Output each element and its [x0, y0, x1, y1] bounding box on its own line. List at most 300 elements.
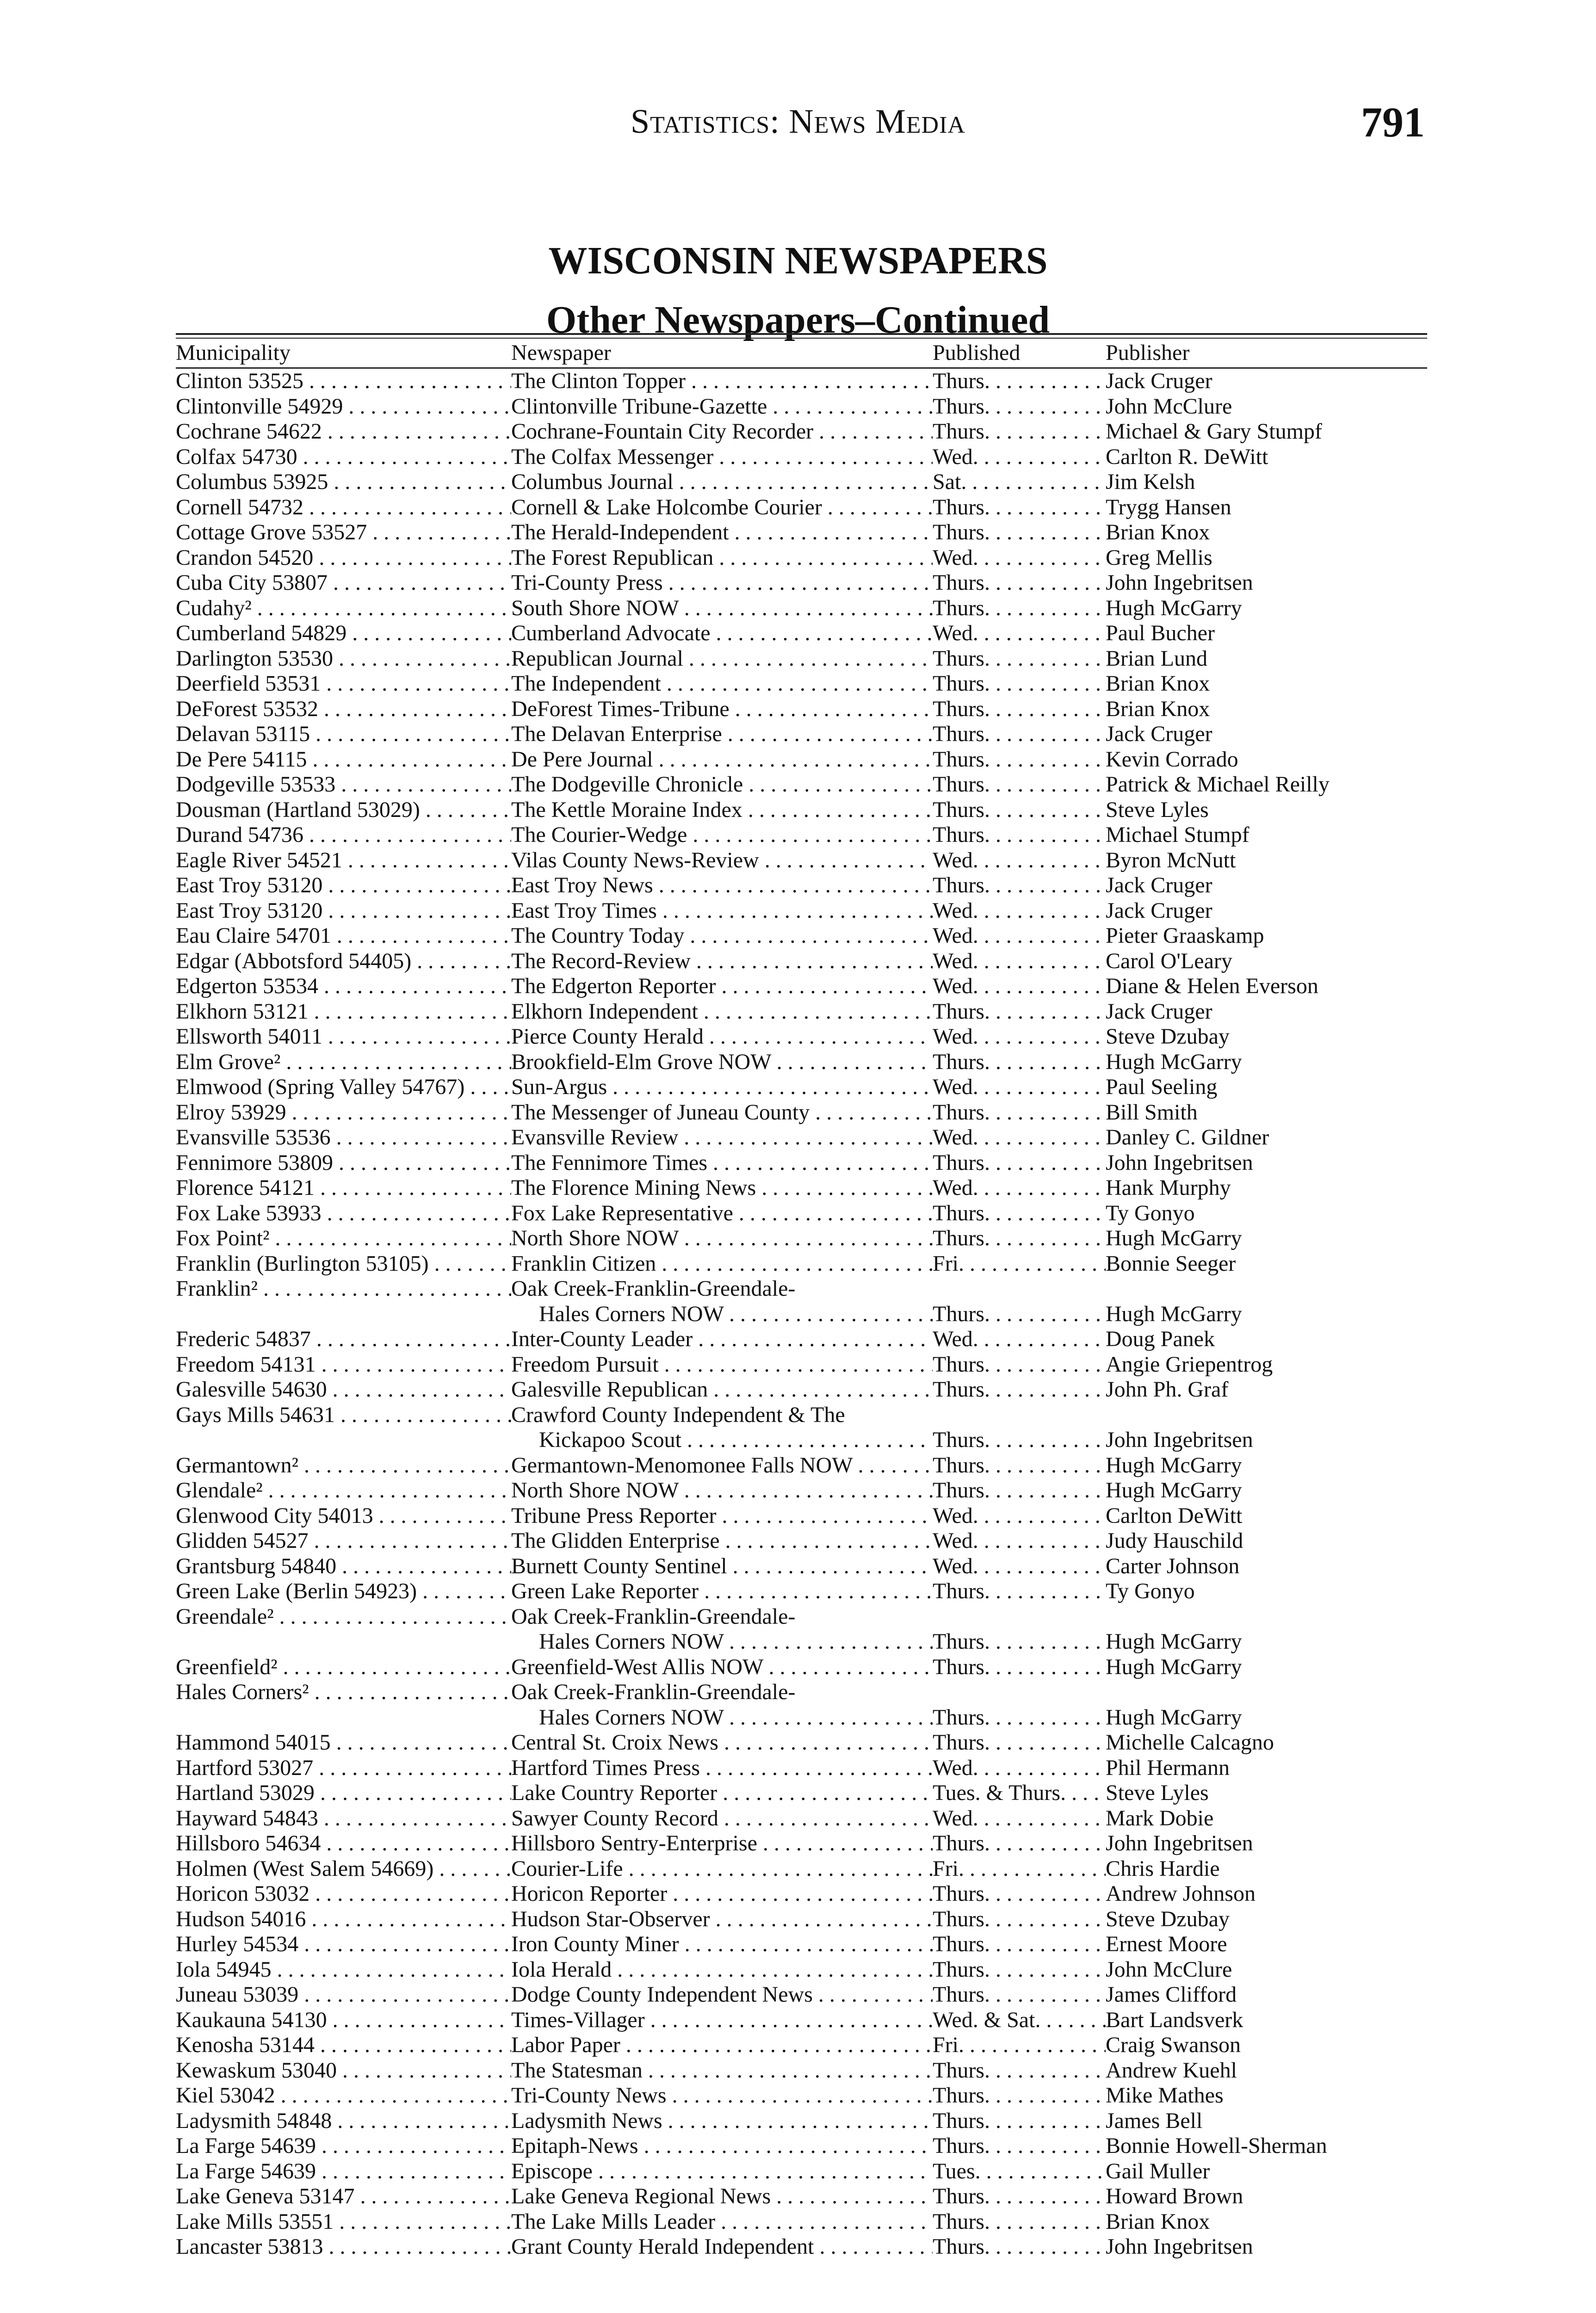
published-cell [933, 1604, 1106, 1630]
published-cell: Thurs. . . . [933, 596, 1106, 621]
municipality-cell: Eau Claire 54701 . . . [176, 923, 511, 949]
municipality-cell [176, 1705, 511, 1731]
newspaper-cell: The Edgerton Reporter . . . [511, 974, 933, 999]
table-row [176, 1528, 1427, 1554]
newspaper-cell: The Colfax Messenger . . . [511, 445, 933, 470]
table-row [176, 1377, 1427, 1403]
municipality-cell: Lancaster 53813 . . . [176, 2234, 511, 2260]
newspaper-cell: North Shore NOW . . . [511, 1478, 933, 1503]
table-row [176, 621, 1427, 646]
municipality-cell: Hayward 54843 . . . [176, 1806, 511, 1831]
published-cell: Wed. . . . [933, 848, 1106, 873]
publisher-cell: James Clifford [1106, 1982, 1237, 2007]
newspaper-cell: Epitaph-News . . . [511, 2134, 933, 2159]
municipality-cell: Elmwood (Spring Valley 54767) . . . [176, 1075, 511, 1100]
newspaper-table [176, 333, 1427, 2260]
publisher-cell: Bart Landsverk [1106, 2007, 1243, 2032]
newspaper-cell: Dodge County Independent News . . . [511, 1982, 933, 2008]
publisher-cell: Ernest Moore [1106, 1932, 1227, 1956]
municipality-cell: Edgerton 53534 . . . [176, 974, 511, 999]
published-cell: Fri. . . . [933, 1251, 1106, 1277]
newspaper-cell: South Shore NOW . . . [511, 596, 933, 621]
published-cell: Wed. . . . [933, 1024, 1106, 1050]
publisher-cell: Steve Dzubay [1106, 1906, 1230, 1931]
municipality-cell: Kiel 53042 . . . [176, 2083, 511, 2109]
publisher-cell: Carol O'Leary [1106, 948, 1232, 973]
table-row [176, 596, 1427, 621]
publisher-cell: Michael & Gary Stumpf [1106, 419, 1322, 444]
table-row [176, 772, 1427, 798]
published-cell: Thurs. . . . [933, 1453, 1106, 1478]
municipality-cell: De Pere 54115 . . . [176, 747, 511, 773]
newspaper-cell: Cochrane-Fountain City Recorder . . . [511, 419, 933, 445]
published-cell: Thurs. . . . [933, 1377, 1106, 1403]
newspaper-cell: Brookfield-Elm Grove NOW . . . [511, 1050, 933, 1075]
published-cell: Tues. . . . [933, 2159, 1106, 2184]
published-cell: Wed. . . . [933, 1075, 1106, 1100]
publisher-cell: Andrew Johnson [1106, 1881, 1256, 1906]
publisher-cell: Mark Dobie [1106, 1806, 1214, 1831]
municipality-cell: Hudson 54016 . . . [176, 1907, 511, 1932]
table-row [176, 1201, 1427, 1226]
municipality-cell: Delavan 53115 . . . [176, 722, 511, 747]
municipality-cell: Cochrane 54622 . . . [176, 419, 511, 445]
municipality-cell: Lake Mills 53551 . . . [176, 2209, 511, 2235]
newspaper-cell: The Statesman . . . [511, 2058, 933, 2084]
publisher-cell: Jack Cruger [1106, 873, 1212, 897]
published-cell: Wed. . . . [933, 1125, 1106, 1150]
table-row [176, 1503, 1427, 1529]
municipality-cell: Cumberland 54829 . . . [176, 621, 511, 646]
publisher-cell: Jack Cruger [1106, 722, 1212, 746]
publisher-cell: Danley C. Gildner [1106, 1125, 1269, 1150]
municipality-cell: East Troy 53120 . . . [176, 898, 511, 924]
newspaper-cell: The Country Today . . . [511, 923, 933, 949]
newspaper-cell: Sun-Argus . . . [511, 1075, 933, 1100]
newspaper-cell: The Fennimore Times . . . [511, 1150, 933, 1176]
page-number: 791 [1361, 99, 1425, 146]
published-cell: Thurs. . . . [933, 1150, 1106, 1176]
newspaper-cell: The Messenger of Juneau County . . . [511, 1100, 933, 1126]
published-cell: Wed. . . . [933, 974, 1106, 999]
publisher-cell: Michael Stumpf [1106, 823, 1250, 847]
newspaper-cell: The Clinton Topper . . . [511, 369, 933, 394]
published-cell: Thurs. . . . [933, 1655, 1106, 1680]
published-cell: Fri. . . . [933, 2033, 1106, 2058]
publisher-cell: Bonnie Howell-Sherman [1106, 2134, 1327, 2158]
publisher-cell: Brian Lund [1106, 646, 1207, 671]
table-row [176, 974, 1427, 999]
published-cell: Thurs. . . . [933, 646, 1106, 672]
published-cell: Thurs. . . . [933, 873, 1106, 898]
municipality-cell: Horicon 53032 . . . [176, 1881, 511, 1907]
published-cell: Wed. . . . [933, 1503, 1106, 1529]
table-row [176, 1957, 1427, 1983]
municipality-cell: Holmen (West Salem 54669) . . . [176, 1856, 511, 1882]
published-cell: Sat. . . . [933, 470, 1106, 495]
municipality-cell: Fennimore 53809 . . . [176, 1150, 511, 1176]
published-cell: Wed. . . . [933, 445, 1106, 470]
newspaper-cell: Freedom Pursuit . . . [511, 1352, 933, 1378]
table-row [176, 1428, 1427, 1453]
newspaper-cell: Oak Creek-Franklin-Greendale- [511, 1604, 796, 1629]
municipality-cell: Greenfield² . . . [176, 1655, 511, 1680]
publisher-cell: Hugh McGarry [1106, 1705, 1242, 1730]
publisher-cell: Carlton DeWitt [1106, 1503, 1243, 1528]
publisher-cell: Steve Dzubay [1106, 1024, 1230, 1049]
published-cell: Thurs. . . . [933, 1705, 1106, 1731]
publisher-cell: Paul Seeling [1106, 1075, 1218, 1099]
table-row [176, 1856, 1427, 1882]
publisher-cell: Gail Muller [1106, 2158, 1210, 2183]
newspaper-cell: Hales Corners NOW . . . [511, 1302, 933, 1327]
publisher-cell: Brian Knox [1106, 696, 1210, 721]
table-row [176, 1932, 1427, 1957]
table-row [176, 1100, 1427, 1126]
newspaper-cell: Sawyer County Record . . . [511, 1806, 933, 1831]
publisher-cell [1106, 1276, 1427, 1302]
publisher-cell: Angie Griepentrog [1106, 1352, 1273, 1377]
municipality-cell: Cornell 54732 . . . [176, 495, 511, 520]
municipality-cell: Glidden 54527 . . . [176, 1528, 511, 1554]
publisher-cell: Bill Smith [1106, 1100, 1198, 1125]
published-cell: Thurs. . . . [933, 1100, 1106, 1126]
table-row [176, 848, 1427, 873]
newspaper-cell: Vilas County News-Review . . . [511, 848, 933, 873]
newspaper-cell: Galesville Republican . . . [511, 1377, 933, 1403]
published-cell: Thurs. . . . [933, 2058, 1106, 2084]
newspaper-cell: East Troy Times . . . [511, 898, 933, 924]
table-row [176, 1831, 1427, 1856]
published-cell: Wed. . . . [933, 1528, 1106, 1554]
published-cell: Thurs. . . . [933, 999, 1106, 1025]
published-cell: Thurs. . . . [933, 2083, 1106, 2109]
table-row [176, 873, 1427, 898]
newspaper-cell: Clintonville Tribune-Gazette . . . [511, 394, 933, 420]
newspaper-cell: DeForest Times-Tribune . . . [511, 697, 933, 722]
newspaper-cell: Greenfield-West Allis NOW . . . [511, 1655, 933, 1680]
publisher-cell: Carlton R. DeWitt [1106, 444, 1268, 469]
newspaper-cell: Hillsboro Sentry-Enterprise . . . [511, 1831, 933, 1856]
newspaper-cell: Kickapoo Scout . . . [511, 1428, 933, 1453]
publisher-cell: Chris Hardie [1106, 1856, 1220, 1881]
published-cell: Wed. . . . [933, 1175, 1106, 1201]
newspaper-cell: Tri-County News . . . [511, 2083, 933, 2109]
table-row [176, 697, 1427, 722]
newspaper-cell: Pierce County Herald . . . [511, 1024, 933, 1050]
newspaper-cell: Burnett County Sentinel . . . [511, 1554, 933, 1579]
published-cell: Thurs. . . . [933, 495, 1106, 520]
municipality-cell: Galesville 54630 . . . [176, 1377, 511, 1403]
table-row [176, 1276, 1427, 1302]
municipality-cell: Fox Lake 53933 . . . [176, 1201, 511, 1226]
publisher-cell: Jack Cruger [1106, 369, 1212, 393]
table-row [176, 445, 1427, 470]
municipality-cell [176, 1629, 511, 1655]
table-row [176, 2109, 1427, 2134]
publisher-cell: Bonnie Seeger [1106, 1251, 1236, 1276]
section-title: Statistics: News Media [631, 103, 965, 141]
publisher-cell: John Ingebritsen [1106, 1150, 1253, 1175]
newspaper-cell: Lake Geneva Regional News . . . [511, 2184, 933, 2209]
publisher-cell: Hugh McGarry [1106, 1629, 1242, 1654]
table-row [176, 419, 1427, 445]
newspaper-cell: Oak Creek-Franklin-Greendale- [511, 1680, 796, 1704]
published-cell: Thurs. . . . [933, 2184, 1106, 2209]
table-row [176, 2083, 1427, 2109]
municipality-cell: Colfax 54730 . . . [176, 445, 511, 470]
published-cell: Wed. . . . [933, 949, 1106, 974]
newspaper-cell: Germantown-Menomonee Falls NOW . . . [511, 1453, 933, 1478]
table-row [176, 671, 1427, 697]
publisher-cell: Howard Brown [1106, 2184, 1243, 2208]
published-cell: Thurs. . . . [933, 369, 1106, 394]
published-cell: Wed. . . . [933, 545, 1106, 571]
newspaper-cell: Cumberland Advocate . . . [511, 621, 933, 646]
publisher-cell: John Ingebritsen [1106, 1831, 1253, 1855]
table-row [176, 2234, 1427, 2260]
municipality-cell: Dousman (Hartland 53029) . . . [176, 798, 511, 823]
publisher-cell: Hugh McGarry [1106, 1453, 1242, 1478]
publisher-cell: Greg Mellis [1106, 545, 1212, 570]
publisher-cell: Hugh McGarry [1106, 1226, 1242, 1250]
table-row [176, 823, 1427, 848]
municipality-cell: Ladysmith 54848 . . . [176, 2109, 511, 2134]
table-row [176, 495, 1427, 520]
published-cell: Wed. . . . [933, 1554, 1106, 1579]
newspaper-cell: Cornell & Lake Holcombe Courier . . . [511, 495, 933, 520]
table-row [176, 1806, 1427, 1831]
newspaper-cell: Times-Villager . . . [511, 2008, 933, 2033]
published-cell: Thurs. . . . [933, 722, 1106, 747]
table-row [176, 1024, 1427, 1050]
published-cell: Thurs. . . . [933, 1050, 1106, 1075]
municipality-cell: Elroy 53929 . . . [176, 1100, 511, 1126]
newspaper-cell: De Pere Journal . . . [511, 747, 933, 773]
published-cell: Wed. . . . [933, 923, 1106, 949]
table-row [176, 1403, 1427, 1428]
publisher-cell: Hank Murphy [1106, 1175, 1231, 1200]
table-row [176, 1982, 1427, 2008]
newspaper-cell: Columbus Journal . . . [511, 470, 933, 495]
table-row [176, 1175, 1427, 1201]
published-cell [933, 1276, 1106, 1302]
table-row [176, 2159, 1427, 2184]
municipality-cell: La Farge 54639 . . . [176, 2134, 511, 2159]
newspaper-cell: Elkhorn Independent . . . [511, 999, 933, 1025]
publisher-cell: Judy Hauschild [1106, 1528, 1243, 1553]
newspaper-cell: East Troy News . . . [511, 873, 933, 898]
table-row [176, 1150, 1427, 1176]
published-cell: Thurs. . . . [933, 1478, 1106, 1503]
newspaper-cell: The Independent . . . [511, 671, 933, 697]
municipality-cell: Hurley 54534 . . . [176, 1932, 511, 1957]
published-cell: Thurs. . . . [933, 1831, 1106, 1856]
publisher-cell: Hugh McGarry [1106, 1654, 1242, 1679]
publisher-cell: Craig Swanson [1106, 2033, 1241, 2057]
column-header-published: Published [933, 340, 1021, 365]
table-row [176, 1730, 1427, 1756]
municipality-cell: Ellsworth 54011 . . . [176, 1024, 511, 1050]
table-row [176, 2134, 1427, 2159]
publisher-cell: Kevin Corrado [1106, 747, 1238, 772]
newspaper-cell: Oak Creek-Franklin-Greendale- [511, 1276, 796, 1301]
newspaper-cell: Iola Herald . . . [511, 1957, 933, 1983]
municipality-cell: Eagle River 54521 . . . [176, 848, 511, 873]
published-cell: Thurs. . . . [933, 1881, 1106, 1907]
publisher-cell: Jim Kelsh [1106, 470, 1195, 494]
column-header-newspaper: Newspaper [511, 340, 611, 365]
newspaper-cell: Tribune Press Reporter . . . [511, 1503, 933, 1529]
newspaper-cell: Grant County Herald Independent . . . [511, 2234, 933, 2260]
municipality-cell: Glenwood City 54013 . . . [176, 1503, 511, 1529]
newspaper-cell: Republican Journal . . . [511, 646, 933, 672]
published-cell: Thurs. . . . [933, 798, 1106, 823]
newspaper-cell: Crawford County Independent & The [511, 1402, 845, 1427]
newspaper-cell: Franklin Citizen . . . [511, 1251, 933, 1277]
newspaper-cell: Lake Country Reporter . . . [511, 1781, 933, 1806]
publisher-cell: Hugh McGarry [1106, 1478, 1242, 1503]
table-header-row [176, 339, 1427, 369]
published-cell: Thurs. . . . [933, 697, 1106, 722]
publisher-cell: Steve Lyles [1106, 1781, 1209, 1805]
publisher-cell: Ty Gonyo [1106, 1200, 1195, 1225]
municipality-cell: Cottage Grove 53527 . . . [176, 520, 511, 545]
publisher-cell: James Bell [1106, 2108, 1203, 2133]
table-row [176, 646, 1427, 672]
table-row [176, 1579, 1427, 1604]
publisher-cell: Mike Mathes [1106, 2083, 1224, 2108]
municipality-cell: Cuba City 53807 . . . [176, 570, 511, 596]
published-cell: Thurs. . . . [933, 772, 1106, 798]
municipality-cell: Cudahy² . . . [176, 596, 511, 621]
published-cell: Wed. . . . [933, 898, 1106, 924]
published-cell [933, 1403, 1106, 1428]
table-row [176, 470, 1427, 495]
publisher-cell: Carter Johnson [1106, 1553, 1240, 1578]
publisher-cell [1106, 1403, 1427, 1428]
publisher-cell [1106, 1604, 1427, 1630]
newspaper-cell: The Courier-Wedge . . . [511, 823, 933, 848]
published-cell [933, 1680, 1106, 1705]
publisher-cell: Trygg Hansen [1106, 495, 1231, 519]
newspaper-cell: Hudson Star-Observer . . . [511, 1907, 933, 1932]
published-cell: Thurs. . . . [933, 2234, 1106, 2260]
newspaper-cell: The Kettle Moraine Index . . . [511, 798, 933, 823]
published-cell: Thurs. . . . [933, 823, 1106, 848]
published-cell: Thurs. . . . [933, 1957, 1106, 1983]
table-row [176, 545, 1427, 571]
published-cell: Wed. . . . [933, 1327, 1106, 1352]
table-row [176, 722, 1427, 747]
publisher-cell: Pieter Graaskamp [1106, 923, 1264, 948]
published-cell: Thurs. . . . [933, 2109, 1106, 2134]
municipality-cell: Columbus 53925 . . . [176, 470, 511, 495]
municipality-cell: Durand 54736 . . . [176, 823, 511, 848]
municipality-cell: Hartland 53029 . . . [176, 1781, 511, 1806]
table-row [176, 1756, 1427, 1781]
municipality-cell: Franklin² . . . [176, 1276, 511, 1302]
municipality-cell: Crandon 54520 . . . [176, 545, 511, 571]
table-title-block [0, 231, 1596, 350]
published-cell: Tues. & Thurs. . . . [933, 1781, 1106, 1806]
publisher-cell: John Ph. Graf [1106, 1377, 1229, 1402]
municipality-cell: Juneau 53039 . . . [176, 1982, 511, 2008]
table-subtitle: Other Newspapers–Continued [546, 298, 1050, 341]
publisher-cell: Doug Panek [1106, 1327, 1215, 1351]
publisher-cell: Phil Hermann [1106, 1755, 1230, 1780]
newspaper-cell: Iron County Miner . . . [511, 1932, 933, 1957]
table-row [176, 747, 1427, 773]
municipality-cell: Iola 54945 . . . [176, 1957, 511, 1983]
municipality-cell: Hammond 54015 . . . [176, 1730, 511, 1756]
municipality-cell [176, 1302, 511, 1327]
newspaper-cell: Courier-Life . . . [511, 1856, 933, 1882]
publisher-cell: Hugh McGarry [1106, 595, 1242, 620]
table-row [176, 1125, 1427, 1150]
published-cell: Thurs. . . . [933, 1201, 1106, 1226]
published-cell: Wed. . . . [933, 1806, 1106, 1831]
table-row [176, 2184, 1427, 2209]
municipality-cell: Hillsboro 54634 . . . [176, 1831, 511, 1856]
newspaper-cell: The Florence Mining News . . . [511, 1175, 933, 1201]
column-header-publisher: Publisher [1106, 340, 1190, 365]
table-row [176, 520, 1427, 545]
publisher-cell: Paul Bucher [1106, 621, 1215, 645]
published-cell: Fri. . . . [933, 1856, 1106, 1882]
newspaper-cell: North Shore NOW . . . [511, 1226, 933, 1251]
publisher-cell: Brian Knox [1106, 2209, 1210, 2234]
newspaper-cell: Tri-County Press . . . [511, 570, 933, 596]
newspaper-cell: Ladysmith News . . . [511, 2109, 933, 2134]
published-cell: Thurs. . . . [933, 1907, 1106, 1932]
table-row [176, 570, 1427, 596]
table-row [176, 2058, 1427, 2084]
newspaper-cell: Inter-County Leader . . . [511, 1327, 933, 1352]
table-row [176, 1327, 1427, 1352]
municipality-cell [176, 1428, 511, 1453]
published-cell: Thurs. . . . [933, 671, 1106, 697]
published-cell: Thurs. . . . [933, 2209, 1106, 2235]
published-cell: Thurs. . . . [933, 1730, 1106, 1756]
published-cell: Thurs. . . . [933, 1352, 1106, 1378]
municipality-cell: La Farge 54639 . . . [176, 2159, 511, 2184]
publisher-cell: John McClure [1106, 394, 1232, 419]
published-cell: Thurs. . . . [933, 570, 1106, 596]
column-header-municipality: Municipality [176, 340, 291, 365]
table-row [176, 1453, 1427, 1478]
table-row [176, 369, 1427, 394]
publisher-cell: John Ingebritsen [1106, 2234, 1253, 2259]
publisher-cell: John Ingebritsen [1106, 570, 1253, 595]
newspaper-cell: Hales Corners NOW . . . [511, 1629, 933, 1655]
municipality-cell: Kewaskum 53040 . . . [176, 2058, 511, 2084]
municipality-cell: Elkhorn 53121 . . . [176, 999, 511, 1025]
published-cell: Thurs. . . . [933, 1428, 1106, 1453]
newspaper-cell: Horicon Reporter . . . [511, 1881, 933, 1907]
table-row [176, 1226, 1427, 1251]
published-cell: Thurs. . . . [933, 1302, 1106, 1327]
municipality-cell: Green Lake (Berlin 54923) . . . [176, 1579, 511, 1604]
newspaper-cell: Evansville Review . . . [511, 1125, 933, 1150]
table-row [176, 1075, 1427, 1100]
published-cell: Thurs. . . . [933, 1579, 1106, 1604]
municipality-cell: Freedom 54131 . . . [176, 1352, 511, 1378]
municipality-cell: Franklin (Burlington 53105) . . . [176, 1251, 511, 1277]
newspaper-cell: Fox Lake Representative . . . [511, 1201, 933, 1226]
published-cell: Thurs. . . . [933, 419, 1106, 445]
publisher-cell: Jack Cruger [1106, 999, 1212, 1024]
